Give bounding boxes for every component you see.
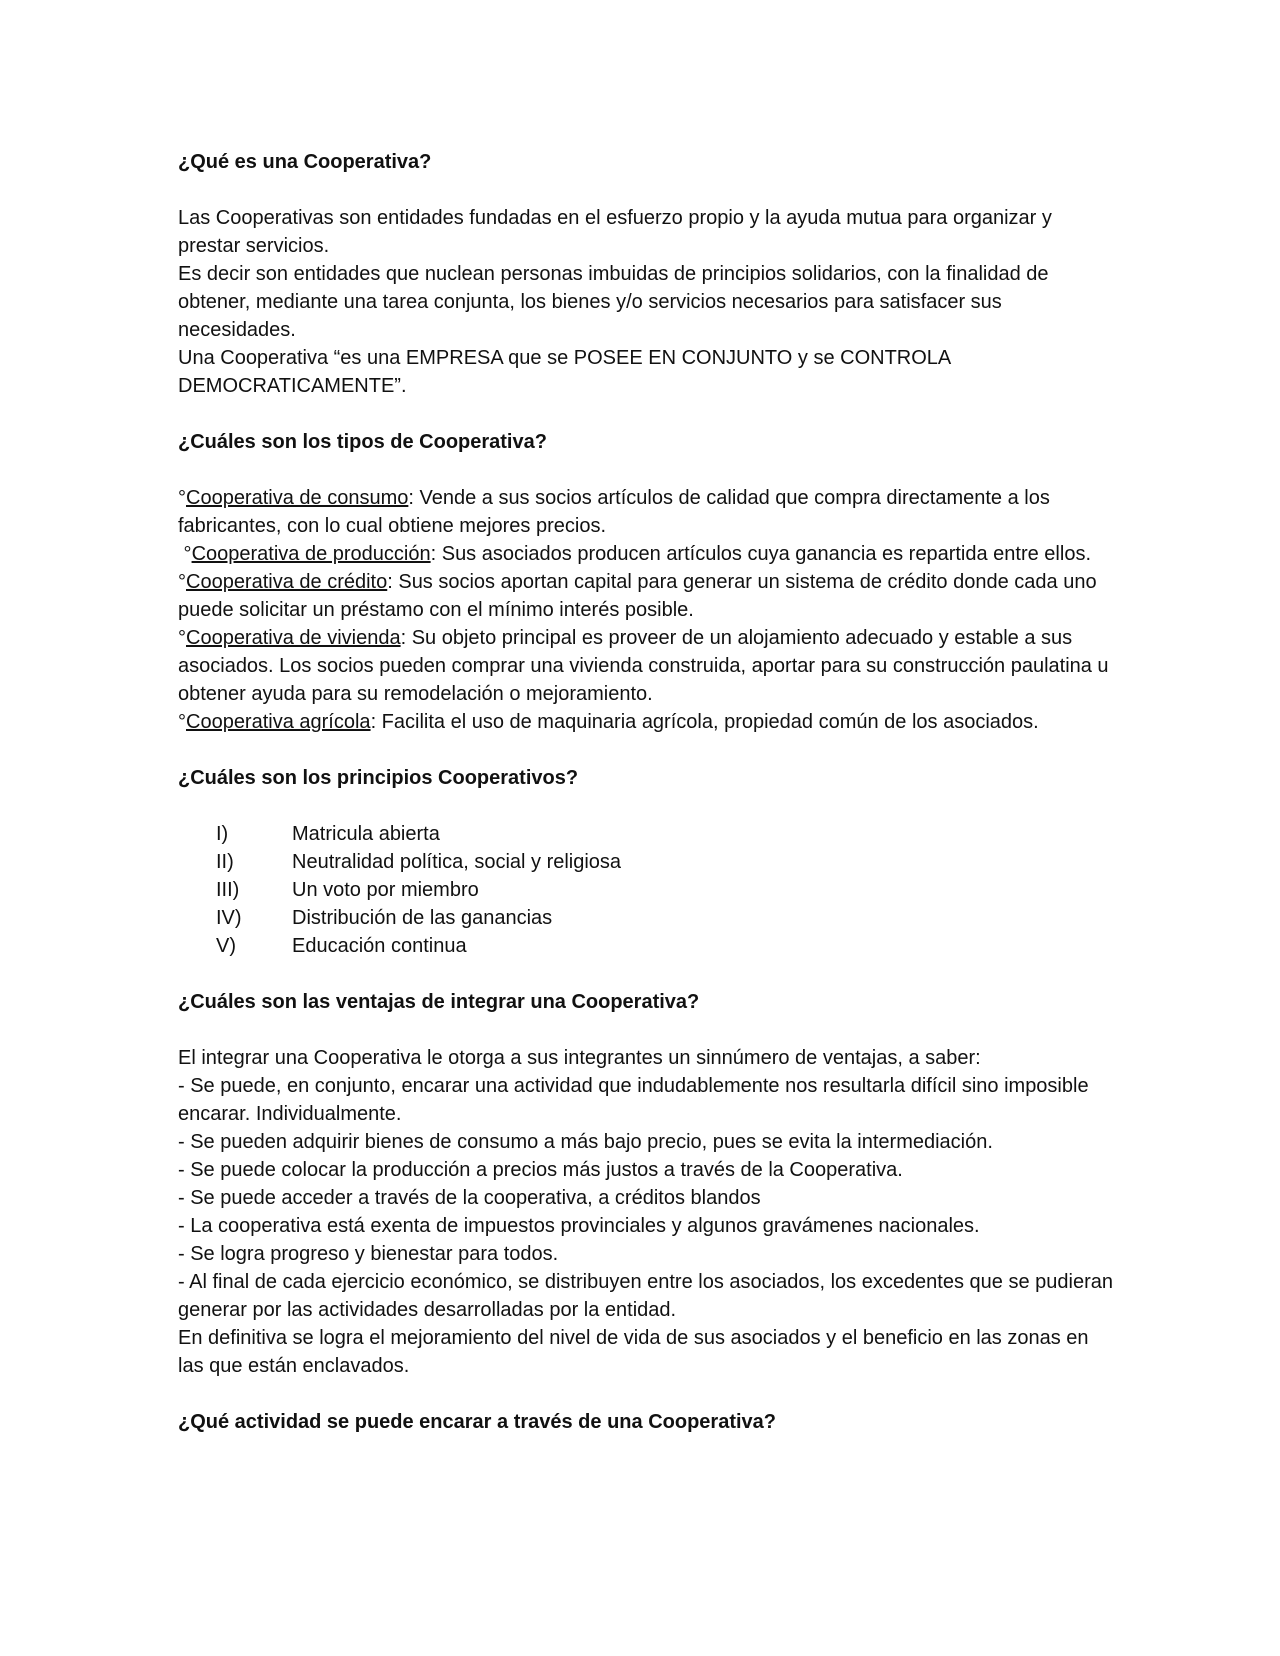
type-name: Cooperativa agrícola bbox=[186, 711, 371, 733]
list-text: Neutralidad política, social y religiosa bbox=[292, 851, 622, 873]
type-desc: : Sus socios aportan capital para generar un sistema de crédito donde cada uno puede solicitar un préstamo con el mínimo interés posible. bbox=[178, 571, 1097, 621]
paragraph: Una Cooperativa “es una EMPRESA que se POSEE EN CONJUNTO y se CONTROLA DEMOCRATICAMENTE”. bbox=[178, 347, 951, 397]
type-item-consumo bbox=[178, 484, 1118, 540]
list-item bbox=[178, 932, 1118, 960]
list-text: Matricula abierta bbox=[292, 823, 440, 845]
heading-actividad: ¿Qué actividad se puede encarar a través de una Cooperativa? bbox=[178, 1411, 776, 1433]
list-number: II) bbox=[216, 851, 234, 873]
spacer bbox=[178, 736, 1118, 764]
paragraph: Las Cooperativas son entidades fundadas en el esfuerzo propio y la ayuda mutua para organizar y prestar servicios. bbox=[178, 207, 1052, 257]
list-number: III) bbox=[216, 879, 240, 901]
type-bullet: ° bbox=[178, 571, 186, 593]
type-name: Cooperativa de crédito bbox=[186, 571, 388, 593]
spacer bbox=[178, 1016, 1118, 1044]
type-bullet: ° bbox=[178, 627, 186, 649]
paragraph: - La cooperativa está exenta de impuestos provinciales y algunos gravámenes nacionales. bbox=[178, 1215, 980, 1237]
paragraph: - Se pueden adquirir bienes de consumo a más bajo precio, pues se evita la intermediación. bbox=[178, 1131, 993, 1153]
type-bullet: ° bbox=[178, 543, 192, 565]
type-name: Cooperativa de producción bbox=[191, 543, 431, 565]
heading-tipos: ¿Cuáles son los tipos de Cooperativa? bbox=[178, 431, 547, 453]
list-item bbox=[178, 848, 1118, 876]
spacer bbox=[178, 1380, 1118, 1408]
paragraph: - Al final de cada ejercicio económico, se distribuyen entre los asociados, los excedentes que se pudieran generar por las actividades desarrolladas por la entidad. bbox=[178, 1271, 1113, 1321]
paragraph: - Se puede colocar la producción a precios más justos a través de la Cooperativa. bbox=[178, 1159, 903, 1181]
paragraph: El integrar una Cooperativa le otorga a sus integrantes un sinnúmero de ventajas, a saber: bbox=[178, 1047, 981, 1069]
type-name: Cooperativa de vivienda bbox=[186, 627, 401, 649]
document-page bbox=[178, 148, 1118, 1436]
list-text: Educación continua bbox=[292, 935, 467, 957]
type-desc: : Sus asociados producen artículos cuya ganancia es repartida entre ellos. bbox=[430, 543, 1091, 565]
spacer bbox=[178, 792, 1118, 820]
type-bullet: ° bbox=[178, 711, 186, 733]
spacer bbox=[178, 176, 1118, 204]
type-item-produccion bbox=[178, 540, 1118, 568]
list-text: Un voto por miembro bbox=[292, 879, 479, 901]
principles-list bbox=[178, 820, 1118, 960]
type-item-vivienda bbox=[178, 624, 1118, 708]
list-number: V) bbox=[216, 935, 236, 957]
type-desc: : Su objeto principal es proveer de un alojamiento adecuado y estable a sus asociados. Los socios pueden comprar una vivienda construida, aportar para su construcción paulatina u obtener ayuda para su remodelación o mejoramiento. bbox=[178, 627, 1109, 705]
paragraph: - Se puede, en conjunto, encarar una actividad que indudablemente nos resultarla difícil sino imposible encarar. Individualmente. bbox=[178, 1075, 1089, 1125]
list-number: IV) bbox=[216, 907, 242, 929]
list-item bbox=[178, 904, 1118, 932]
type-name: Cooperativa de consumo bbox=[186, 487, 409, 509]
type-desc: : Facilita el uso de maquinaria agrícola, propiedad común de los asociados. bbox=[370, 711, 1039, 733]
heading-ventajas: ¿Cuáles son las ventajas de integrar una Cooperativa? bbox=[178, 991, 700, 1013]
list-number: I) bbox=[216, 823, 229, 845]
list-item bbox=[178, 820, 1118, 848]
paragraph: - Se logra progreso y bienestar para todos. bbox=[178, 1243, 559, 1265]
paragraph: Es decir son entidades que nuclean personas imbuidas de principios solidarios, con la finalidad de obtener, mediante una tarea conjunta, los bienes y/o servicios necesarios para satisfacer sus necesidades. bbox=[178, 263, 1049, 341]
type-desc: : Vende a sus socios artículos de calidad que compra directamente a los fabricantes, con lo cual obtiene mejores precios. bbox=[178, 487, 1050, 537]
list-text: Distribución de las ganancias bbox=[292, 907, 553, 929]
list-item bbox=[178, 876, 1118, 904]
spacer bbox=[178, 456, 1118, 484]
paragraph: - Se puede acceder a través de la cooperativa, a créditos blandos bbox=[178, 1187, 761, 1209]
type-item-credito bbox=[178, 568, 1118, 624]
paragraph: En definitiva se logra el mejoramiento del nivel de vida de sus asociados y el beneficio en las zonas en las que están enclavados. bbox=[178, 1327, 1089, 1377]
type-item-agricola bbox=[178, 708, 1118, 736]
heading-que-es: ¿Qué es una Cooperativa? bbox=[178, 151, 432, 173]
spacer bbox=[178, 400, 1118, 428]
type-bullet: ° bbox=[178, 487, 186, 509]
heading-principios: ¿Cuáles son los principios Cooperativos? bbox=[178, 767, 579, 789]
spacer bbox=[178, 960, 1118, 988]
